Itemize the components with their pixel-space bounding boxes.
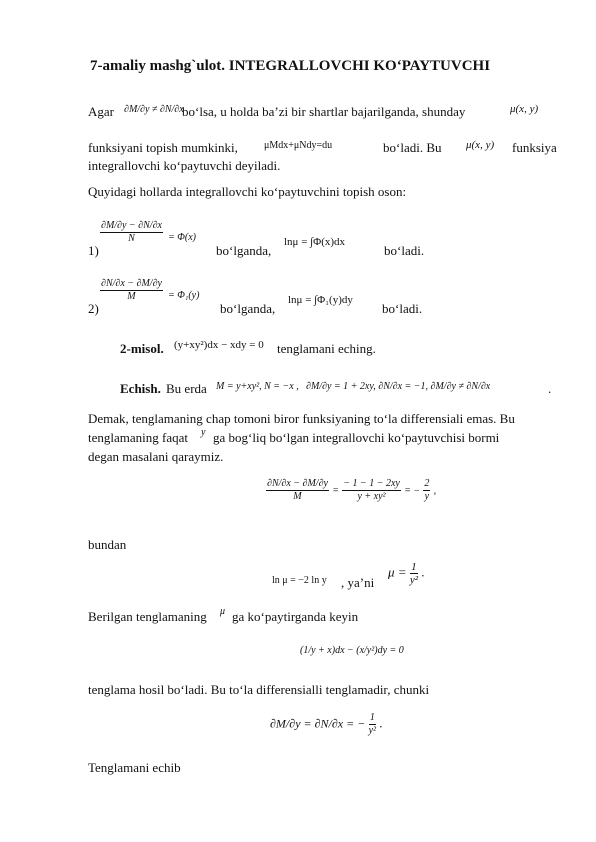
p1-text1: bo‘lsa, u holda ba’zi bir shartlar bajarilganda, shunday bbox=[182, 104, 466, 119]
case1-text1: bo‘lganda, bbox=[216, 243, 272, 258]
mu-equation: μMdx+μNdy=du bbox=[264, 140, 333, 151]
case2-formula: lnμ = ∫Φ₁(y)dy bbox=[288, 294, 353, 306]
eq4-den: y² bbox=[368, 725, 377, 736]
y-variable: y bbox=[201, 427, 206, 438]
p3-line1: Demak, tenglamaning chap tomoni biror funksiyaning to‘la differensiali emas. Bu bbox=[88, 411, 515, 426]
case2-rhs: = Φ₁(y) bbox=[168, 290, 200, 301]
example-equation: (y+xy²)dx − xdy = 0 bbox=[174, 339, 264, 351]
center-eq1: $\frac{\partial N/\partial x - \partial M/\partial y}{M}$ = $\frac{- 1 - 1 - 2xy}{\text{y + xy²}}$ = − $\frac{2}{y}$ , bbox=[267, 478, 437, 502]
case1-frac-top: ∂M/∂y − ∂N/∂x bbox=[101, 220, 162, 231]
p3-line3: degan masalani qaraymiz. bbox=[88, 449, 224, 464]
eq1-left-fraction bbox=[266, 478, 329, 503]
eq1-left-top: ∂N/∂x − ∂M/∂y bbox=[267, 478, 328, 489]
p3-line2b: ga bog‘liq bo‘lgan integrallovchi ko‘paytuvchisi bormi bbox=[213, 430, 500, 445]
case1-fraction bbox=[100, 220, 163, 245]
case2-text2: bo‘ladi. bbox=[382, 301, 423, 316]
p3-line2a: tenglamaning faqat bbox=[88, 430, 188, 445]
case2-frac-top: ∂N/∂x − ∂M/∂y bbox=[101, 278, 162, 289]
page-title: 7-amaliy mashg`ulot. INTEGRALLOVCHI KO‘PAYTUVCHI bbox=[90, 58, 491, 74]
eq2-yani: , ya’ni bbox=[341, 575, 375, 590]
condition-formula: ∂M/∂y ≠ ∂N/∂x bbox=[124, 104, 184, 115]
eq2-mu: μ = $\frac{1}{\text{y²}}$ . bbox=[388, 561, 425, 586]
eq3: (1/y + x)dx − (x/y²)dy = 0 bbox=[300, 645, 404, 656]
bundan-text: bundan bbox=[88, 537, 127, 552]
case1-rhs: = Φ(x) bbox=[168, 232, 196, 243]
p4-text-a: Berilgan tenglamaning bbox=[88, 609, 207, 624]
p2-text: Quyidagi hollarda integrallovchi ko‘paytuvchini topish oson: bbox=[88, 184, 407, 199]
case2-fraction bbox=[100, 278, 163, 303]
eq1-tail: , bbox=[433, 485, 437, 497]
case1-formula: lnμ = ∫Φ(x)dx bbox=[284, 236, 346, 248]
mu-xy-formula: μ(x, y) bbox=[510, 103, 539, 115]
solution-label: Echish. bbox=[120, 381, 161, 396]
eq1-rhs-fraction bbox=[423, 478, 430, 503]
example-label: 2-misol. bbox=[120, 341, 164, 356]
mu-symbol: μ bbox=[220, 606, 226, 617]
eq4 bbox=[270, 712, 383, 737]
p4-text-b: ga ko‘paytirganda keyin bbox=[232, 609, 359, 624]
eq1-rhs-num: 2 bbox=[424, 478, 430, 489]
eq2-mu-den: y² bbox=[409, 574, 418, 586]
eq4-num: 1 bbox=[369, 712, 375, 723]
eq2-lhs: ln μ = −2 ln y bbox=[272, 575, 327, 586]
eq2-mu-num: 1 bbox=[411, 561, 417, 573]
eq1-mid-top: − 1 − 1 − 2xy bbox=[343, 478, 400, 489]
eq2-mu-fraction bbox=[410, 561, 418, 586]
case1-number: 1) bbox=[88, 243, 99, 258]
eq1-left-bottom: M bbox=[293, 491, 302, 502]
p6-text: Tenglamani echib bbox=[88, 760, 181, 775]
eq4-lhs: ∂M/∂y = ∂N/∂x = − bbox=[270, 716, 366, 731]
case2-number: 2) bbox=[88, 301, 99, 316]
eq1-mid-fraction bbox=[342, 478, 401, 503]
solution-derivs: ∂M/∂y = 1 + 2xy, ∂N/∂x = −1, ∂M/∂y ≠ ∂N/∂x bbox=[306, 381, 491, 392]
example-text: tenglamani eching. bbox=[277, 341, 376, 356]
p1-text2b: bo‘ladi. Bu bbox=[383, 140, 442, 155]
p1-text3: integrallovchi ko‘paytuvchi deyiladi. bbox=[88, 158, 281, 173]
solution-end: . bbox=[548, 381, 552, 396]
p1-text2a: funksiyani topish mumkinki, bbox=[88, 140, 238, 155]
agar-word: Agar bbox=[88, 104, 114, 119]
case2-text1: bo‘lganda, bbox=[220, 301, 276, 316]
eq1-mid-bottom: y + xy² bbox=[357, 491, 386, 502]
eq4-fraction bbox=[369, 712, 376, 737]
p1-text2c: funksiya bbox=[512, 140, 557, 155]
case1-text2: bo‘ladi. bbox=[384, 243, 425, 258]
solution-defs: M = y+xy², N = −x , bbox=[216, 381, 299, 392]
mu-xy-formula-2: μ(x, y) bbox=[466, 139, 495, 151]
eq2-tail: . bbox=[421, 564, 425, 580]
solution-text: Bu erda bbox=[166, 381, 207, 396]
p5-text: tenglama hosil bo‘ladi. Bu to‘la differensialli tenglamadir, chunki bbox=[88, 682, 430, 697]
case1-frac-bottom: N bbox=[128, 233, 135, 244]
case2-frac-bottom: M bbox=[127, 291, 136, 302]
eq1-rhs-den: y bbox=[424, 491, 430, 502]
eq4-tail: . bbox=[379, 715, 383, 731]
